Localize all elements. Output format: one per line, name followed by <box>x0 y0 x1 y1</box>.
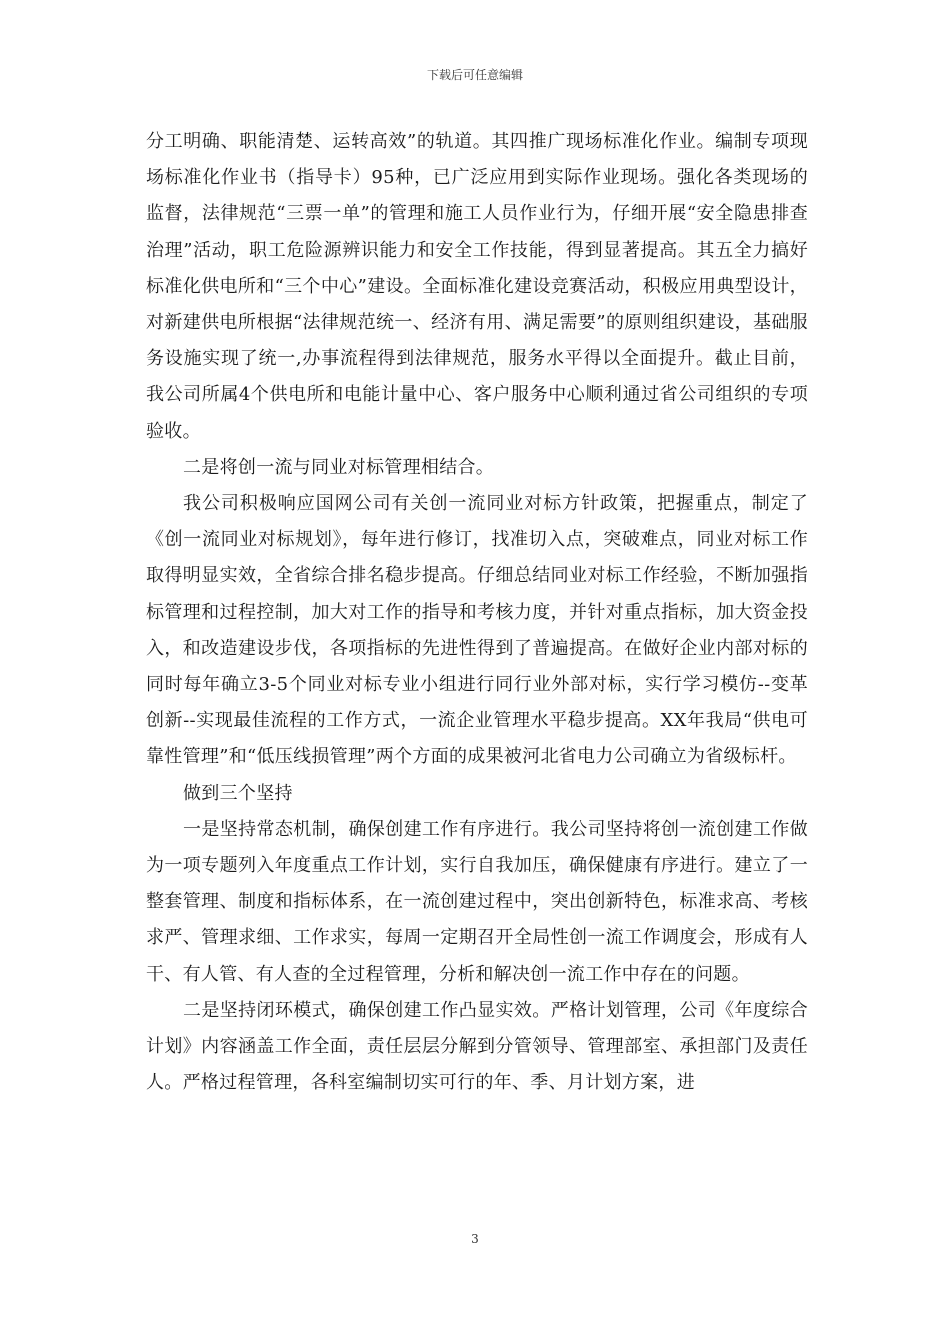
document-body <box>146 124 808 1101</box>
page-header: 下载后可任意编辑 <box>426 68 523 82</box>
paragraph-6: 二是坚持闭环模式，确保创建工作凸显实效。严格计划管理，公司《年度综合计划》内容涵盖工作全面，责任层层分解到分管领导、管理部室、承担部门及责任人。严格过程管理，各科室编制切实可行的年、季、月计划方案，进 <box>146 999 808 1094</box>
paragraph-4: 做到三个坚持 <box>183 782 293 804</box>
paragraph-1: 分工明确、职能清楚、运转高效”的轨道。其四推广现场标准化作业。编制专项现场标准化作业书（指导卡）95种，已广泛应用到实际作业现场。强化各类现场的监督，法律规范“三票一单”的管理和施工人员作业行为，仔细开展“安全隐患排查治理”活动，职工危险源辨识能力和安全工作技能，得到显著提高。其五全力搞好标准化供电所和“三个中心”建设。全面标准化建设竞赛活动，积极应用典型设计，对新建供电所根据“法律规范统一、经济有用、满足需要”的原则组织建设，基础服务设施实现了统一,办事流程得到法律规范，服务水平得以全面提升。截止目前，我公司所属4个供电所和电能计量中心、客户服务中心顺利通过省公司组织的专项验收。 <box>146 131 808 442</box>
paragraph-5: 一是坚持常态机制，确保创建工作有序进行。我公司坚持将创一流创建工作做为一项专题列入年度重点工作计划，实行自我加压，确保健康有序进行。建立了一整套管理、制度和指标体系，在一流创建过程中，突出创新特色，标准求高、考核求严、管理求细、工作求实，每周一定期召开全局性创一流工作调度会，形成有人干、有人管、有人查的全过程管理，分析和解决创一流工作中存在的问题。 <box>146 818 808 985</box>
page-number: 3 <box>471 1232 479 1246</box>
paragraph-3: 我公司积极响应国网公司有关创一流同业对标方针政策，把握重点，制定了《创一流同业对标规划》，每年进行修订，找准切入点，突破难点，同业对标工作取得明显实效，全省综合排名稳步提高。仔细总结同业对标工作经验，不断加强指标管理和过程控制，加大对工作的指导和考核力度，并针对重点指标，加大资金投入，和改造建设步伐，各项指标的先进性得到了普遍提高。在做好企业内部对标的同时每年确立3-5个同业对标专业小组进行同行业外部对标，实行学习模仿--变革创新--实现最佳流程的工作方式，一流企业管理水平稳步提高。XX年我局“供电可靠性管理”和“低压线损管理”两个方面的成果被河北省电力公司确立为省级标杆。 <box>146 493 808 768</box>
paragraph-2: 二是将创一流与同业对标管理相结合。 <box>183 456 495 478</box>
